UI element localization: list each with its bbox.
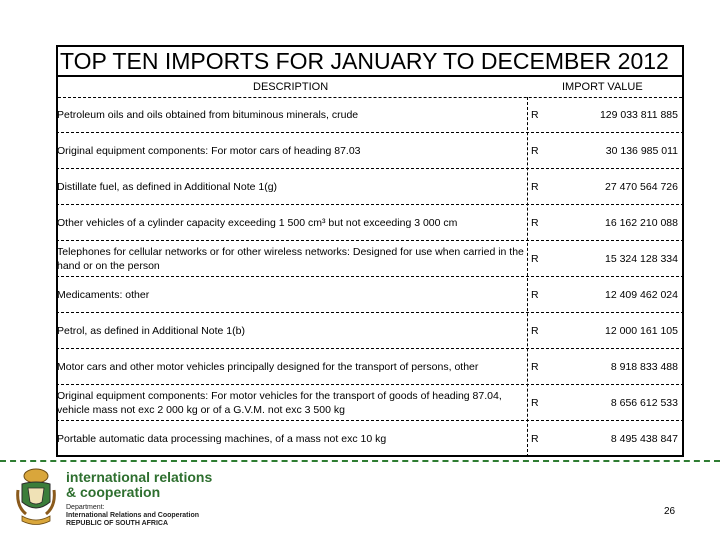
footer-divider [0, 460, 720, 462]
page-number: 26 [664, 506, 676, 517]
slide-title: TOP TEN IMPORTS FOR JANUARY TO DECEMBER 2012 [56, 45, 684, 77]
row-description: Portable automatic data processing machines, of a mass not exc 10 kg [57, 432, 387, 445]
table-row [56, 205, 684, 241]
row-description: Other vehicles of a cylinder capacity exceeding 1 500 cm³ but not exceeding 3 000 cm [57, 216, 458, 229]
row-value: 8 495 438 847 [610, 432, 678, 445]
table-row [56, 133, 684, 169]
row-value: 30 136 985 011 [605, 144, 678, 157]
table-row [56, 313, 684, 349]
header-description: DESCRIPTION [253, 81, 329, 93]
row-description: Petroleum oils and oils obtained from bituminous minerals, crude [57, 108, 359, 121]
row-description: Distillate fuel, as defined in Additional Note 1(g) [57, 180, 278, 193]
row-description: Original equipment components: For motor cars of heading 87.03 [57, 144, 361, 157]
row-description: Original equipment components: For motor vehicles for the transport of goods of heading 87.04, vehicle mass not exc 2 000 kg or of a G.V.M. not exc 3 500 kg [57, 389, 502, 416]
table-row [56, 97, 684, 133]
table-row [56, 169, 684, 205]
brand-name-line1: international relations [66, 469, 213, 485]
table-row [56, 421, 684, 457]
footer-branding [66, 470, 212, 528]
row-value: 27 470 564 726 [605, 180, 678, 193]
table-row [56, 277, 684, 313]
row-currency: R [531, 432, 539, 445]
row-currency: R [531, 180, 539, 193]
row-value: 129 033 811 885 [599, 108, 678, 121]
row-value: 12 409 462 024 [605, 288, 678, 301]
row-currency: R [531, 252, 539, 265]
row-currency: R [531, 108, 539, 121]
brand-name-line2: & cooperation [66, 484, 161, 500]
row-value: 8 656 612 533 [610, 396, 678, 409]
row-currency: R [531, 144, 539, 157]
row-description: Petrol, as defined in Additional Note 1(b) [57, 324, 245, 337]
row-currency: R [531, 396, 539, 409]
row-currency: R [531, 216, 539, 229]
imports-table [56, 97, 684, 457]
row-description: Telephones for cellular networks or for other wireless networks: Designed for use when carried in the hand or on the person [57, 245, 524, 272]
row-value: 8 918 833 488 [610, 360, 678, 373]
row-description: Medicaments: other [57, 288, 150, 301]
coat-of-arms-icon [14, 466, 58, 528]
header-import-value: IMPORT VALUE [562, 81, 643, 93]
country-name: REPUBLIC OF SOUTH AFRICA [66, 520, 169, 527]
row-currency: R [531, 360, 539, 373]
department-label: Department: [66, 504, 105, 511]
row-description: Motor cars and other motor vehicles principally designed for the transport of persons, other [57, 360, 479, 373]
department-name: International Relations and Cooperation [66, 512, 200, 519]
row-currency: R [531, 324, 539, 337]
table-row [56, 349, 684, 385]
table-row [56, 385, 684, 421]
table-row [56, 241, 684, 277]
table-header [58, 79, 682, 98]
row-value: 15 324 128 334 [605, 252, 678, 265]
row-value: 16 162 210 088 [605, 216, 678, 229]
row-currency: R [531, 288, 539, 301]
row-value: 12 000 161 105 [605, 324, 678, 337]
